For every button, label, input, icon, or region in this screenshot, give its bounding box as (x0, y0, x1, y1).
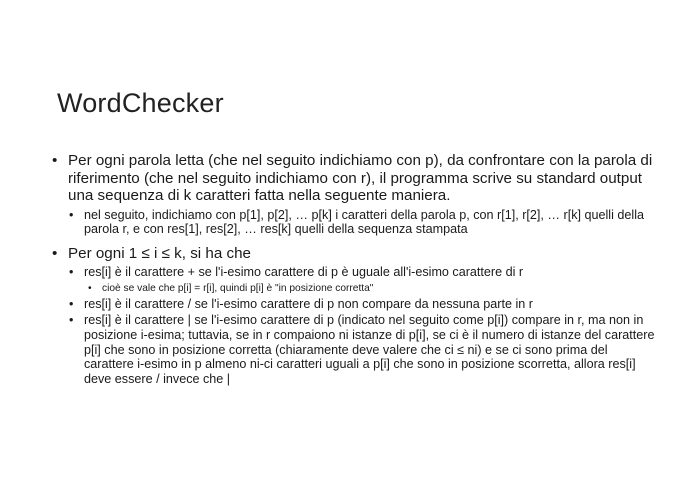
sub-sub-bullet-text: cioè se vale che p[i] = r[i], quindi p[i] è "in posizione corretta" (102, 282, 374, 294)
sub-bullet-text: res[i] è il carattere | se l'i-esimo carattere di p (indicato nel seguito come p[i]) compare in r, ma non in posizione i-esima; tuttavia, se in r compaiono ni istanze di p[i], se ci è il numero di istanze del carattere p[i] che sono in posizione corretta (chiaramente deve valere che ci ≤ ni) e se ci sono prima del carattere i-esimo in p almeno ni-ci caratteri uguali a p[i] che sono in posizione scorretta, allora res[i] deve essere / invece che | (84, 313, 655, 386)
slide-title: WordChecker (57, 88, 224, 118)
bullet-icon: • (52, 152, 58, 169)
sub-bullet-item (50, 265, 656, 280)
bullet-text: Per ogni 1 ≤ i ≤ k, si ha che (68, 244, 251, 262)
sub-sub-bullet-item (50, 282, 656, 295)
sub-bullet-text: nel seguito, indichiamo con p[1], p[2], … p[k] i caratteri della parola p, con r[1], r[2], … r[k] quelli della parola r, e con res[1], res[2], … res[k] quelli della sequenza stampata (84, 207, 645, 237)
sub-bullet-item (50, 297, 656, 312)
bullet-item (50, 245, 656, 263)
bullet-icon: • (69, 296, 74, 311)
bullet-item (50, 152, 656, 205)
bullet-icon: • (69, 313, 74, 328)
sub-bullet-item (50, 313, 656, 386)
bullet-text: Per ogni parola letta (che nel seguito indichiamo con p), da confrontare con la parola di riferimento (che nel seguito indichiamo con r), il programma scrive su standard output una sequenza di k caratteri fatta nella seguente maniera. (68, 152, 653, 204)
sub-bullet-text: res[i] è il carattere + se l'i-esimo carattere di p è uguale all'i-esimo carattere di r (84, 265, 524, 280)
slide-body (50, 152, 656, 388)
bullet-icon: • (88, 282, 92, 294)
sub-bullet-text: res[i] è il carattere / se l'i-esimo carattere di p non compare da nessuna parte in r (84, 296, 533, 311)
sub-bullet-item (50, 208, 656, 237)
bullet-icon: • (52, 244, 58, 262)
bullet-icon: • (69, 265, 74, 280)
bullet-icon: • (69, 207, 74, 222)
